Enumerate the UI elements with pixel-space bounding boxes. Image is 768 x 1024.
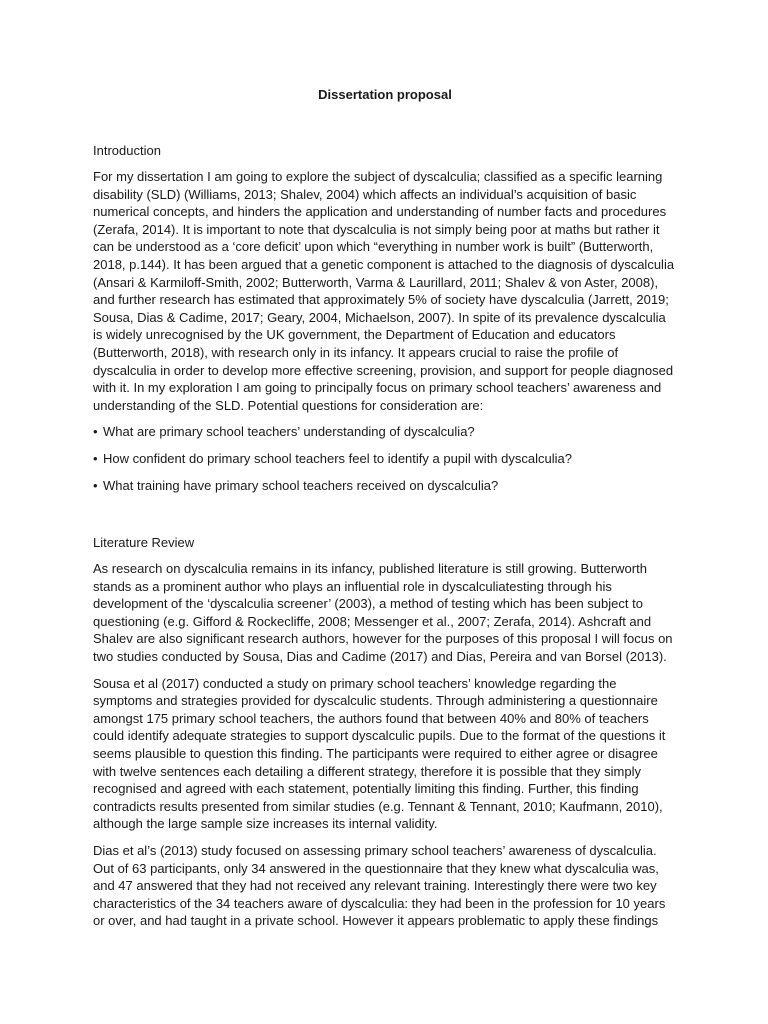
- research-questions-list: [93, 423, 677, 494]
- research-question-1: • What are primary school teachers’ understanding of dyscalculia?: [93, 423, 677, 441]
- introduction-heading: Introduction: [93, 143, 161, 158]
- literature-paragraph-1: As research on dyscalculia remains in its infancy, published literature is still growing. Butterworth stands as a prominent author who plays an influential role in dyscalculiatesting through his development of the ‘dyscalculia screener’ (2003), a method of testing which has been subject to questioning (e.g. Gifford & Rockecliffe, 2008; Messenger et al., 2007; Zerafa, 2014). Ashcraft and Shalev are also significant research authors, however for the purposes of this proposal I will focus on two studies conducted by Sousa, Dias and Cadime (2017) and Dias, Pereira and van Borsel (2013).: [93, 561, 673, 665]
- document-title: Dissertation proposal: [318, 87, 452, 102]
- document-page: [93, 86, 677, 939]
- literature-review-heading: Literature Review: [93, 535, 195, 551]
- literature-paragraph-3: Dias et al’s (2013) study focused on assessing primary school teachers’ awareness of dyscalculia. Out of 63 participants, only 34 answered in the questionnaire that they knew what dyscalculia was, and 47 answered that they had not received any relevant training. Interestingly there were two key characteristics of the 34 teachers aware of dyscalculia: they had been in the profession for 10 years or over, and had taught in a private school. However it appears problematic to apply these findings: [93, 843, 666, 929]
- literature-paragraph-2: Sousa et al (2017) conducted a study on primary school teachers’ knowledge regarding the symptoms and strategies provided for dyscalculic students. Through administering a questionnaire amongst 175 primary school teachers, the authors found that between 40% and 80% of teachers could identify adequate strategies to support dyscalculic pupils. Due to the format of the questions it seems plausible to question this finding. The participants were required to either agree or disagree with twelve sentences each detailing a different strategy, therefore it is possible that they simply recognised and agreed with each statement, potentially limiting this finding. Further, this finding contradicts results presented from similar studies (e.g. Tennant & Tennant, 2010; Kaufmann, 2010), although the large sample size increases its internal validity.: [93, 675, 666, 832]
- research-question-2: • How confident do primary school teachers feel to identify a pupil with dyscalculia?: [93, 450, 677, 468]
- research-question-3: • What training have primary school teachers received on dyscalculia?: [93, 477, 677, 495]
- introduction-paragraph: For my dissertation I am going to explore the subject of dyscalculia; classified as a specific learning disability (SLD) (Williams, 2013; Shalev, 2004) which affects an individual’s acquisition of basic numerical concepts, and hinders the application and understanding of number facts and procedures (Zerafa, 2014). It is important to note that dyscalculia is not simply being poor at maths but rather it can be understood as a ‘core deficit’ upon which “everything in number work is built” (Butterworth, 2018, p.144). It has been argued that a genetic component is attached to the diagnosis of dyscalculia (Ansari & Karmiloff-Smith, 2002; Butterworth, Varma & Laurillard, 2011; Shalev & von Aster, 2008), and further research has estimated that approximately 5% of society have dyscalculia (Jarrett, 2019; Sousa, Dias & Cadime, 2017; Geary, 2004, Michaelson, 2007). In spite of its prevalence dyscalculia is widely unrecognised by the UK government, the Department of Education and educators (Butterworth, 2018), with research only in its infancy. It appears crucial to raise the profile of dyscalculia in order to develop more effective screening, provision, and support for people diagnosed with it. In my exploration I am going to principally focus on primary school teachers’ awareness and understanding of the SLD. Potential questions for consideration are:: [93, 169, 675, 413]
